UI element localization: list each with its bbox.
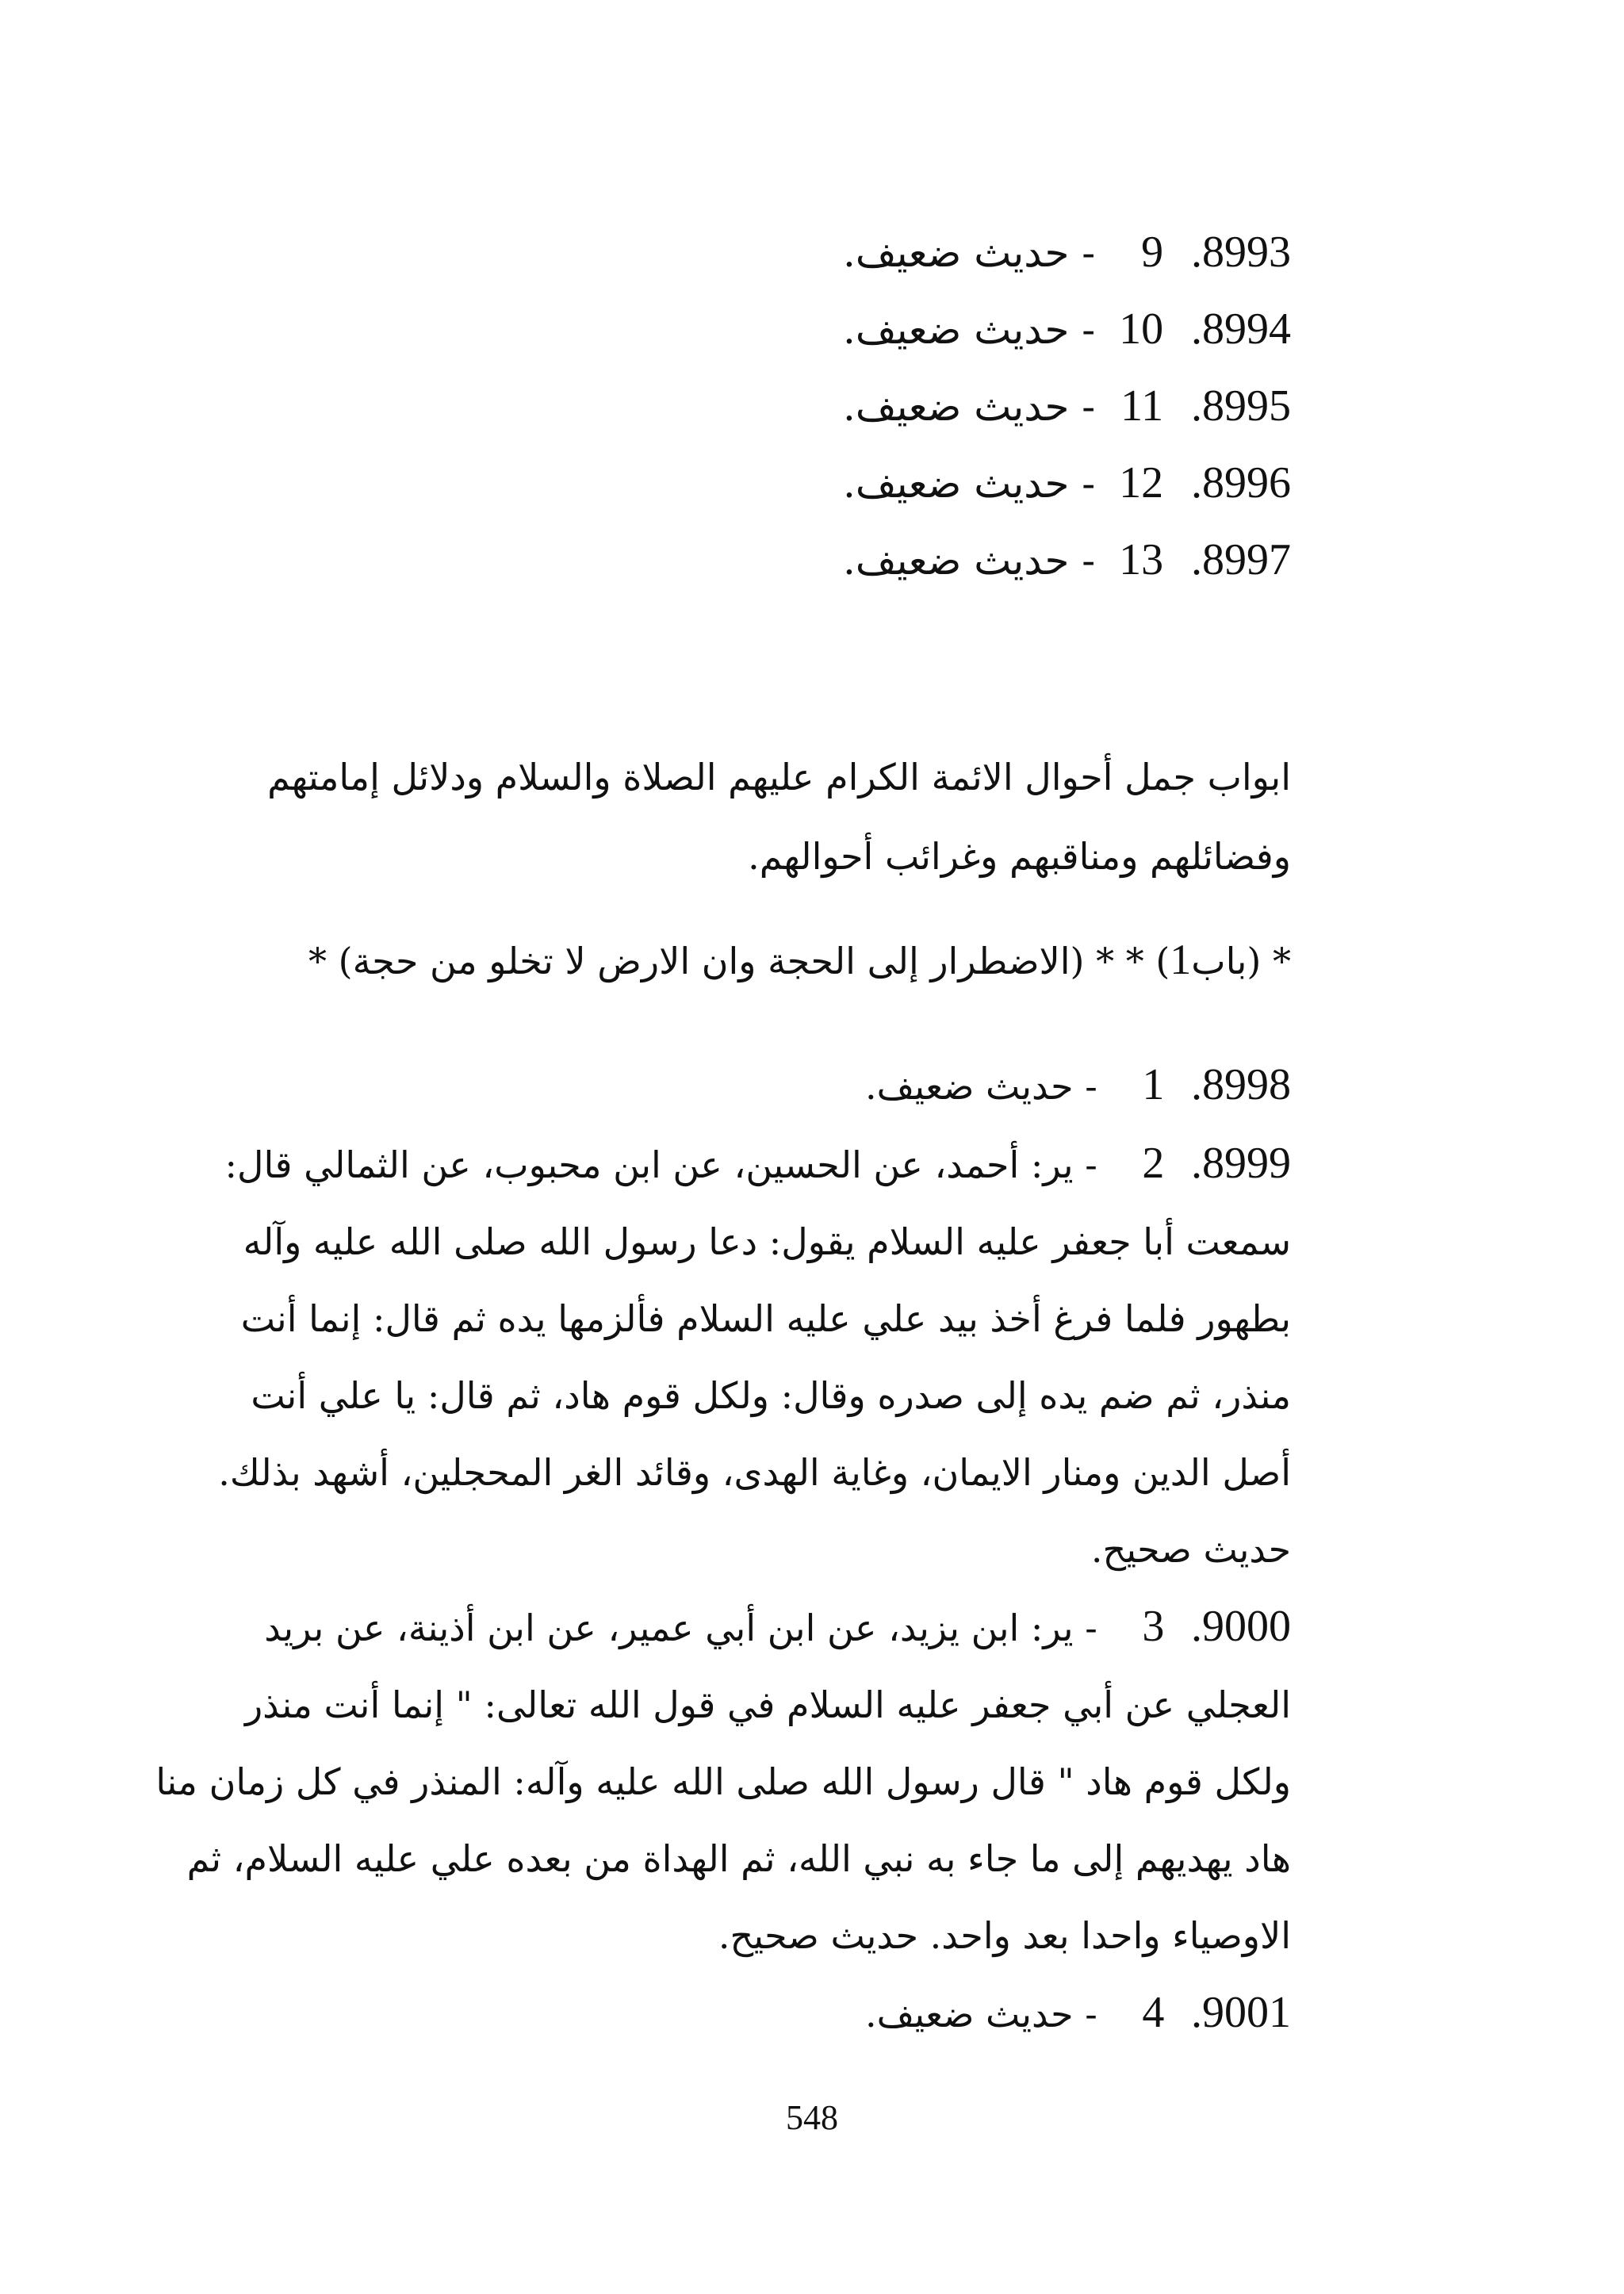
chapter-prefix: * (باب <box>1191 940 1291 982</box>
entry-continuation-line: سمعت أبا جعفر عليه السلام يقول: دعا رسول الله صلى الله عليه وآله <box>243 1220 1291 1263</box>
entry-continuation-line: هاد يهديهم إلى ما جاء به نبي الله، ثم الهداة من بعده علي عليه السلام، ثم <box>186 1837 1291 1880</box>
list-item <box>102 1047 1291 1125</box>
entry-number: 8993. <box>1191 228 1291 277</box>
entry-number: 8996. <box>1191 458 1291 507</box>
heading-line: وفضائلهم ومناقبهم وغرائب أحوالهم. <box>748 835 1291 878</box>
list-item <box>498 291 1291 368</box>
heading-line: ابواب جمل أحوال الائمة الكرام عليهم الصلاة والسلام ودلائل إمامتهم <box>267 756 1291 798</box>
entry-continuation-line: أصل الدين ومنار الايمان، وغاية الهدى، وقائد الغر المحجلين، أشهد بذلك. <box>218 1451 1291 1494</box>
entry-subnumber: 11 <box>1120 381 1164 431</box>
entry-first-line <box>102 1047 1291 1125</box>
entry-continuation-line: العجلي عن أبي جعفر عليه السلام في قول الله تعالى: " إنما أنت منذر <box>244 1683 1291 1726</box>
entry-text: - حديث ضعيف. <box>843 538 1096 584</box>
entry-number: 8994. <box>1191 304 1291 354</box>
list-item <box>102 1588 1291 1974</box>
entry-subnumber: 2 <box>1142 1139 1165 1188</box>
chapter-suffix: ) * * (الاضطرار إلى الحجة وان الارض لا تخلو من حجة) * <box>308 940 1170 982</box>
hadith-entry-list <box>102 1047 1291 2053</box>
entry-subnumber: 10 <box>1119 304 1164 354</box>
entry-text: - حديث ضعيف. <box>843 307 1096 353</box>
chapter-number: 1 <box>1170 936 1192 983</box>
entry-text: - حديث ضعيف. <box>865 1065 1097 1108</box>
entry-subnumber: 1 <box>1142 1060 1165 1109</box>
entry-continuation-line: منذر، ثم ضم يده إلى صدره وقال: ولكل قوم هاد، ثم قال: يا علي أنت <box>251 1374 1291 1417</box>
entry-text: - حديث ضعيف. <box>843 461 1096 507</box>
entry-subnumber: 12 <box>1119 458 1164 507</box>
entry-subnumber: 13 <box>1119 535 1164 584</box>
entry-number: 9000. <box>1191 1602 1291 1651</box>
entry-continuation-line: ولكل قوم هاد " قال رسول الله صلى الله عليه وآله: المنذر في كل زمان منا <box>155 1760 1291 1803</box>
list-item <box>498 445 1291 522</box>
short-entry-list <box>498 214 1291 599</box>
entry-number: 8997. <box>1191 535 1291 584</box>
entry-number: 8998. <box>1191 1060 1291 1109</box>
entry-first-line <box>102 1588 1291 1667</box>
chapter-title <box>244 920 1291 1001</box>
list-item <box>498 368 1291 445</box>
entry-continuation-line: الاوصياء واحدا بعد واحد. حديث صحيح. <box>718 1914 1291 1957</box>
entry-text: - ير: أحمد، عن الحسين، عن ابن محبوب، عن الثمالي قال: <box>224 1143 1097 1186</box>
list-item <box>498 214 1291 291</box>
entry-text: - حديث ضعيف. <box>843 384 1096 430</box>
entry-first-line <box>102 1974 1291 2053</box>
list-item <box>498 522 1291 599</box>
entry-number: 8995. <box>1191 381 1291 431</box>
entry-text: - حديث ضعيف. <box>843 230 1096 276</box>
entry-text: - حديث ضعيف. <box>865 1993 1097 2035</box>
page-number: 548 <box>786 2098 838 2137</box>
entry-subnumber: 9 <box>1141 228 1164 277</box>
entry-text: - ير: ابن يزيد، عن ابن أبي عمير، عن ابن أذينة، عن بريد <box>264 1607 1097 1649</box>
entry-subnumber: 4 <box>1142 1988 1165 2037</box>
list-item <box>102 1974 1291 2053</box>
entry-continuation-line: حديث صحيح. <box>1090 1528 1291 1571</box>
entry-number: 9001. <box>1191 1988 1291 2037</box>
entry-number: 8999. <box>1191 1139 1291 1188</box>
list-item <box>102 1125 1291 1588</box>
entry-subnumber: 3 <box>1142 1602 1165 1651</box>
entry-first-line <box>102 1125 1291 1204</box>
entry-continuation-line: بطهور فلما فرغ أخذ بيد علي عليه السلام فألزمها يده ثم قال: إنما أنت <box>240 1297 1291 1340</box>
section-heading <box>244 737 1291 896</box>
